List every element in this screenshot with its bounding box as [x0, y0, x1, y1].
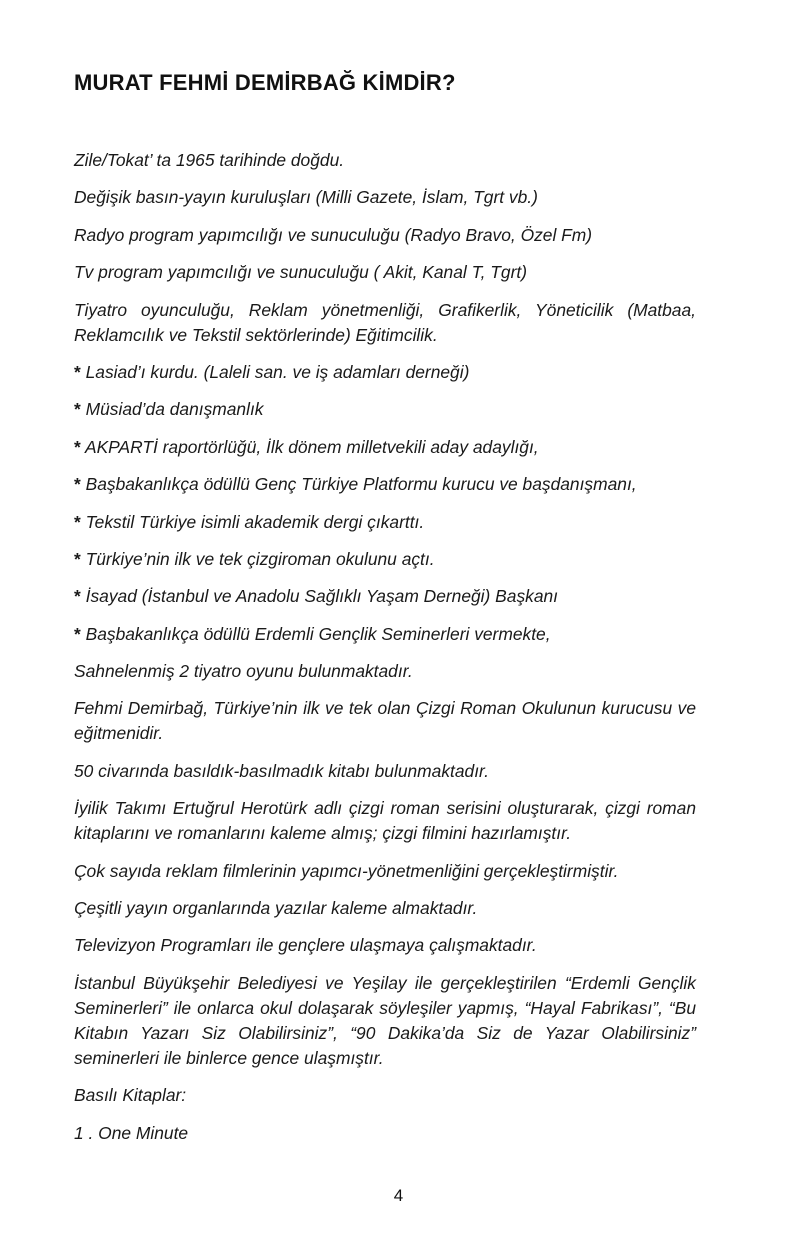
- bullet-star: *: [74, 623, 81, 644]
- page-title: MURAT FEHMİ DEMİRBAĞ KİMDİR?: [74, 70, 456, 95]
- star-item: [74, 622, 696, 647]
- star-item-text: Lasiad’ı kurdu. (Laleli san. ve iş adamları derneği): [85, 361, 470, 382]
- paragraph: İstanbul Büyükşehir Belediyesi ve Yeşilay ile gerçekleştirilen “Erdemli Gençlik Seminerleri” ile onlarca okul dolaşarak söyleşiler yapmış, “Hayal Fabrikası”, “Bu Kitabın Yazarı Siz Olabilirsiniz”, “90 Dakika’da Siz de Yazar Olabilirsiniz” seminerleri ile binlerce gence ulaşmıştır.: [74, 972, 696, 1068]
- paragraph: Fehmi Demirbağ, Türkiye’nin ilk ve tek olan Çizgi Roman Okulunun kurucusu ve eğitmenidir.: [74, 698, 696, 744]
- star-item: [74, 584, 696, 609]
- star-item-text: AKPARTİ raportörlüğü, İlk dönem milletvekili aday adaylığı,: [84, 436, 539, 457]
- page-number: 4: [393, 1186, 404, 1205]
- books-heading: Basılı Kitaplar:: [74, 1085, 187, 1106]
- bullet-star: *: [74, 586, 81, 607]
- star-item: [74, 397, 696, 422]
- paragraph: İyilik Takımı Ertuğrul Herotürk adlı çizgi roman serisini oluşturarak, çizgi roman kitaplarını ve romanlarını kaleme almış; çizgi filmini hazırlamıştır.: [74, 798, 696, 844]
- star-item: [74, 510, 696, 535]
- paragraph: Değişik basın-yayın kuruluşları (Milli Gazete, İslam, Tgrt vb.): [74, 187, 538, 208]
- paragraph: Tv program yapımcılığı ve sunuculuğu ( Akit, Kanal T, Tgrt): [74, 262, 527, 283]
- star-item-text: İsayad (İstanbul ve Anadolu Sağlıklı Yaşam Derneği) Başkanı: [85, 586, 559, 607]
- paragraph: Tiyatro oyunculuğu, Reklam yönetmenliği, Grafikerlik, Yöneticilik (Matbaa, Reklamcılık ve Tekstil sektörlerinde) Eğitimcilik.: [74, 299, 696, 345]
- paragraph: Sahnelenmiş 2 tiyatro oyunu bulunmaktadır.: [74, 661, 413, 682]
- biography-body: [74, 148, 696, 1158]
- bullet-star: *: [74, 511, 81, 532]
- book-item: 1 . One Minute: [74, 1122, 189, 1143]
- bullet-star: *: [74, 361, 81, 382]
- paragraph: Radyo program yapımcılığı ve sunuculuğu (Radyo Bravo, Özel Fm): [74, 224, 593, 245]
- star-item-text: Başbakanlıkça ödüllü Genç Türkiye Platformu kurucu ve başdanışmanı,: [85, 474, 637, 495]
- paragraph: Çok sayıda reklam filmlerinin yapımcı-yönetmenliğini gerçekleştirmiştir.: [74, 860, 619, 881]
- bullet-star: *: [74, 548, 81, 569]
- paragraph: 50 civarında basıldık-basılmadık kitabı bulunmaktadır.: [74, 760, 490, 781]
- star-item-text: Başbakanlıkça ödüllü Erdemli Gençlik Seminerleri vermekte,: [85, 623, 551, 644]
- paragraph: Çeşitli yayın organlarında yazılar kaleme almaktadır.: [74, 898, 478, 919]
- bullet-star: *: [74, 436, 81, 457]
- bullet-star: *: [74, 399, 81, 420]
- star-item-text: Tekstil Türkiye isimli akademik dergi çıkarttı.: [85, 511, 425, 532]
- star-item: [74, 472, 696, 497]
- star-item: [74, 547, 696, 572]
- star-item: [74, 360, 696, 385]
- star-item-text: Türkiye’nin ilk ve tek çizgiroman okulunu açtı.: [85, 548, 435, 569]
- bullet-star: *: [74, 474, 81, 495]
- star-item: [74, 435, 696, 460]
- paragraph: Zile/Tokat’ ta 1965 tarihinde doğdu.: [74, 150, 345, 170]
- star-item-text: Müsiad’da danışmanlık: [85, 399, 264, 420]
- paragraph: Televizyon Programları ile gençlere ulaşmaya çalışmaktadır.: [74, 935, 537, 956]
